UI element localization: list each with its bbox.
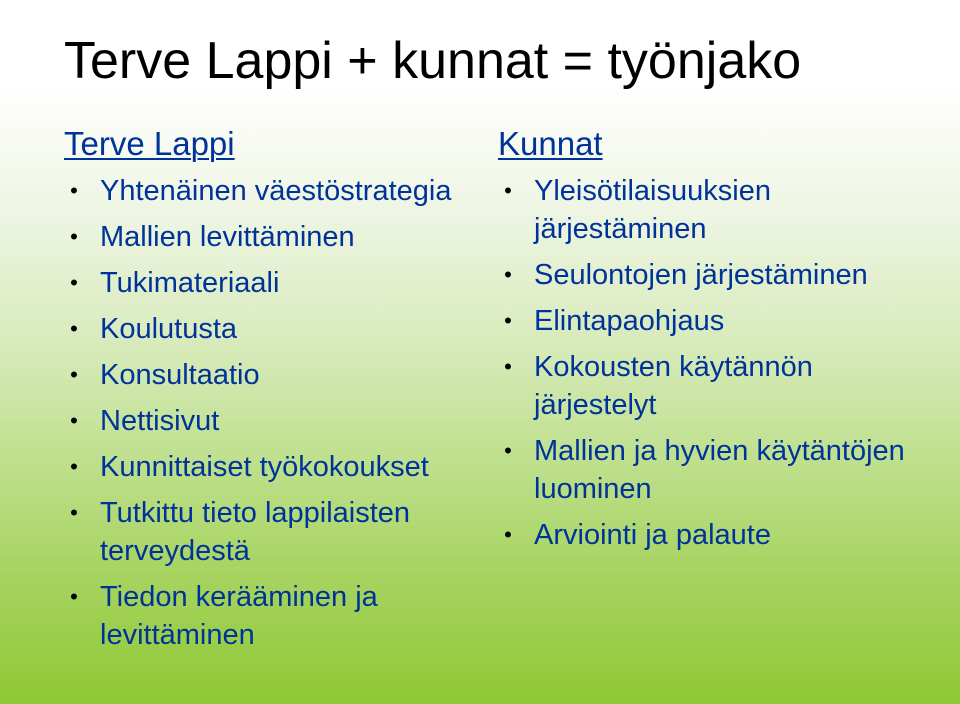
list-item [498, 516, 938, 554]
list-item [498, 256, 938, 294]
list-item [498, 432, 938, 508]
list-item-text: Koulutusta [100, 313, 238, 345]
list-item [64, 356, 484, 394]
list-item [64, 172, 484, 210]
list-item [64, 264, 484, 302]
terve-lappi-heading: Terve Lappi [64, 125, 235, 162]
list-item-text: Kunnittaiset työkokoukset [100, 451, 429, 483]
list-item-text: Mallien ja hyvien käytäntöjen luominen [534, 435, 905, 505]
bullet-icon: • [504, 522, 512, 547]
list-item [64, 218, 484, 256]
list-item [64, 578, 484, 654]
list-item-text: Tiedon kerääminen ja levittäminen [100, 581, 378, 651]
bullet-icon: • [70, 500, 78, 525]
bullet-icon: • [70, 316, 78, 341]
list-item-text: Seulontojen järjestäminen [534, 259, 868, 291]
terve-lappi-list [64, 172, 484, 654]
list-item [64, 310, 484, 348]
list-item-text: Arviointi ja palaute [534, 519, 771, 551]
bullet-icon: • [504, 438, 512, 463]
list-item [498, 348, 938, 424]
bullet-icon: • [70, 362, 78, 387]
bullet-icon: • [504, 308, 512, 333]
list-item-text: Yhtenäinen väestöstrategia [100, 175, 452, 207]
bullet-icon: • [70, 454, 78, 479]
terve-lappi-column [64, 124, 484, 662]
kunnat-list [498, 172, 938, 554]
list-item-text: Elintapaohjaus [534, 305, 725, 337]
bullet-icon: • [70, 584, 78, 609]
list-item-text: Konsultaatio [100, 359, 260, 391]
bullet-icon: • [504, 178, 512, 203]
list-item [64, 402, 484, 440]
list-item-text: Tukimateriaali [100, 267, 280, 299]
list-item-text: Tutkittu tieto lappilaisten terveydestä [100, 497, 411, 567]
bullet-icon: • [504, 262, 512, 287]
kunnat-heading: Kunnat [498, 125, 603, 162]
bullet-icon: • [70, 224, 78, 249]
list-item-text: Mallien levittäminen [100, 221, 355, 253]
list-item-text: Kokousten käytännön järjestelyt [534, 351, 813, 421]
list-item-text: Nettisivut [100, 405, 220, 437]
bullet-icon: • [504, 354, 512, 379]
kunnat-column [498, 124, 938, 562]
bullet-icon: • [70, 270, 78, 295]
bullet-icon: • [70, 178, 78, 203]
list-item [64, 448, 484, 486]
slide-title: Terve Lappi + kunnat = työnjako [64, 32, 802, 90]
bullet-icon: • [70, 408, 78, 433]
list-item [64, 494, 484, 570]
list-item [498, 302, 938, 340]
list-item-text: Yleisötilaisuuksien järjestäminen [534, 175, 771, 245]
list-item [498, 172, 938, 248]
